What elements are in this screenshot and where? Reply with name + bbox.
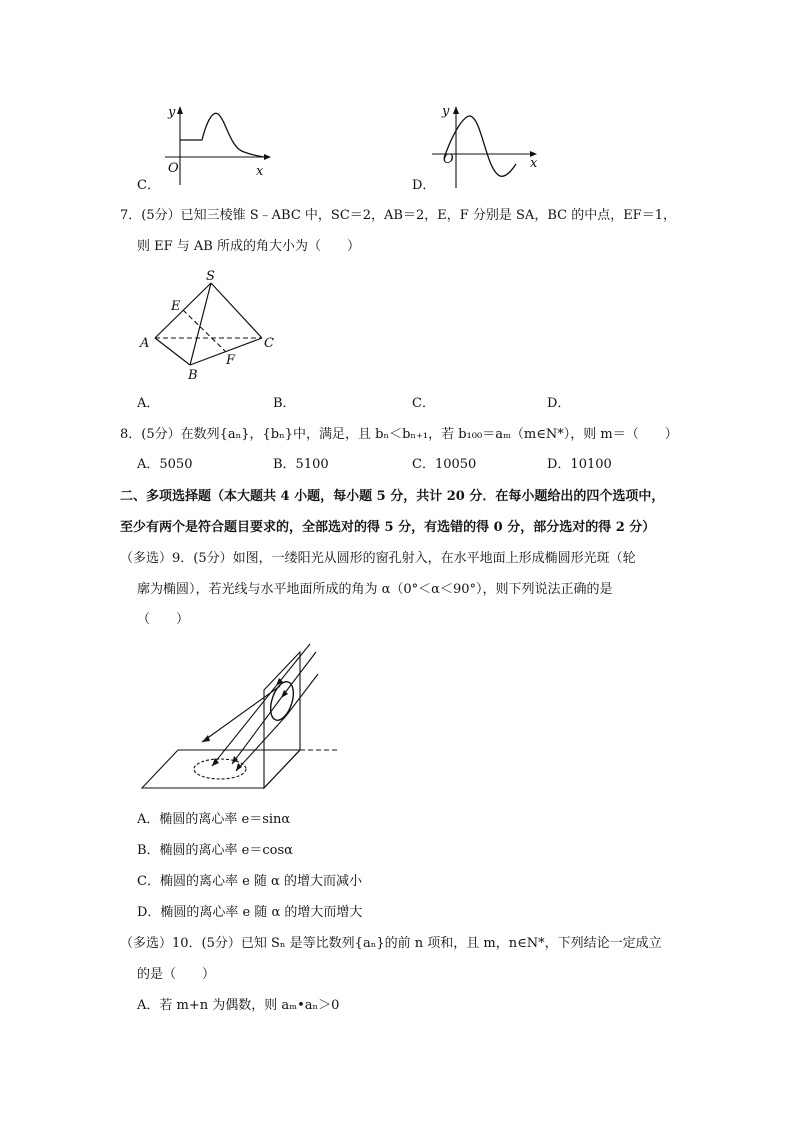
q7-option-d: D．: [547, 396, 571, 411]
q9-stem-line3: （ ）: [137, 612, 190, 627]
tetrahedron-figure: [140, 268, 290, 388]
origin-label-d: O: [443, 152, 454, 167]
vertex-a-label: A: [140, 336, 150, 351]
axis-x-label-c: x: [256, 164, 264, 179]
q7-option-c: C．: [412, 396, 435, 411]
q7-option-b: B．: [273, 396, 296, 411]
graph-option-c: [160, 100, 290, 190]
axis-y-label-c: y: [168, 105, 176, 120]
q8-option-b: B．5100: [273, 457, 329, 472]
q9-stem-line1: （多选）9．(5分）如图，一缕阳光从圆形的窗孔射入，在水平地面上形成椭圆形光斑（轮: [120, 551, 636, 566]
option-c-label: C．: [137, 178, 160, 193]
q8-option-c: C．10050: [412, 457, 477, 472]
q7-stem-line1: 7．(5分）已知三棱锥 S﹣ABC 中，SC＝2，AB＝2，E，F 分别是 SA，BC 的中点，EF＝1，: [120, 208, 676, 223]
q9-stem-line2: 廓为椭圆），若光线与水平地面所成的角为 α（0°＜α＜90°），则下列说法正确的是: [137, 582, 613, 597]
q10-option-a: A．若 m+n 为偶数，则 aₘ•aₙ＞0: [137, 998, 340, 1013]
vertex-b-label: B: [188, 368, 198, 383]
q10-stem-line1: （多选）10．(5分）已知 Sₙ 是等比数列{aₙ}的前 n 项和，且 m，n∈N*，下列结论一定成立: [120, 936, 662, 951]
section2-heading-line2: 至少有两个是符合题目要求的，全部选对的得 5 分，有选错的得 0 分，部分选对的得 2 分）: [120, 520, 656, 535]
section2-heading-line1: 二、多项选择题（本大题共 4 小题，每小题 5 分，共计 20 分．在每小题给出的四个选项中，: [120, 489, 665, 504]
option-d-label: D．: [412, 178, 436, 193]
q9-option-b: B．椭圆的离心率 e＝cosα: [137, 843, 293, 858]
q9-option-c: C．椭圆的离心率 e 随 α 的增大而减小: [137, 874, 362, 889]
vertex-c-label: C: [264, 336, 274, 351]
graph-option-d: [430, 100, 560, 200]
point-e-label: E: [171, 299, 181, 314]
sunlight-window-figure: [140, 638, 340, 798]
q9-option-d: D．椭圆的离心率 e 随 α 的增大而增大: [137, 905, 363, 920]
vertex-s-label: S: [206, 269, 215, 284]
q8-stem: 8．(5分）在数列{aₙ}，{bₙ}中，满足，且 bₙ＜bₙ₊₁，若 b₁₀₀＝aₘ（m∈N*），则 m＝（ ）: [120, 427, 678, 442]
axis-y-label-d: y: [442, 104, 450, 119]
q8-option-a: A．5050: [137, 457, 193, 472]
axis-x-label-d: x: [530, 156, 538, 171]
q8-option-d: D．10100: [547, 457, 612, 472]
origin-label-c: O: [168, 161, 179, 176]
q10-stem-line2: 的是（ ）: [137, 967, 216, 982]
q7-stem-line2: 则 EF 与 AB 所成的角大小为（ ）: [137, 239, 360, 254]
q9-option-a: A．椭圆的离心率 e＝sinα: [137, 812, 291, 827]
point-f-label: F: [226, 353, 236, 368]
q7-option-a: A．: [137, 396, 160, 411]
